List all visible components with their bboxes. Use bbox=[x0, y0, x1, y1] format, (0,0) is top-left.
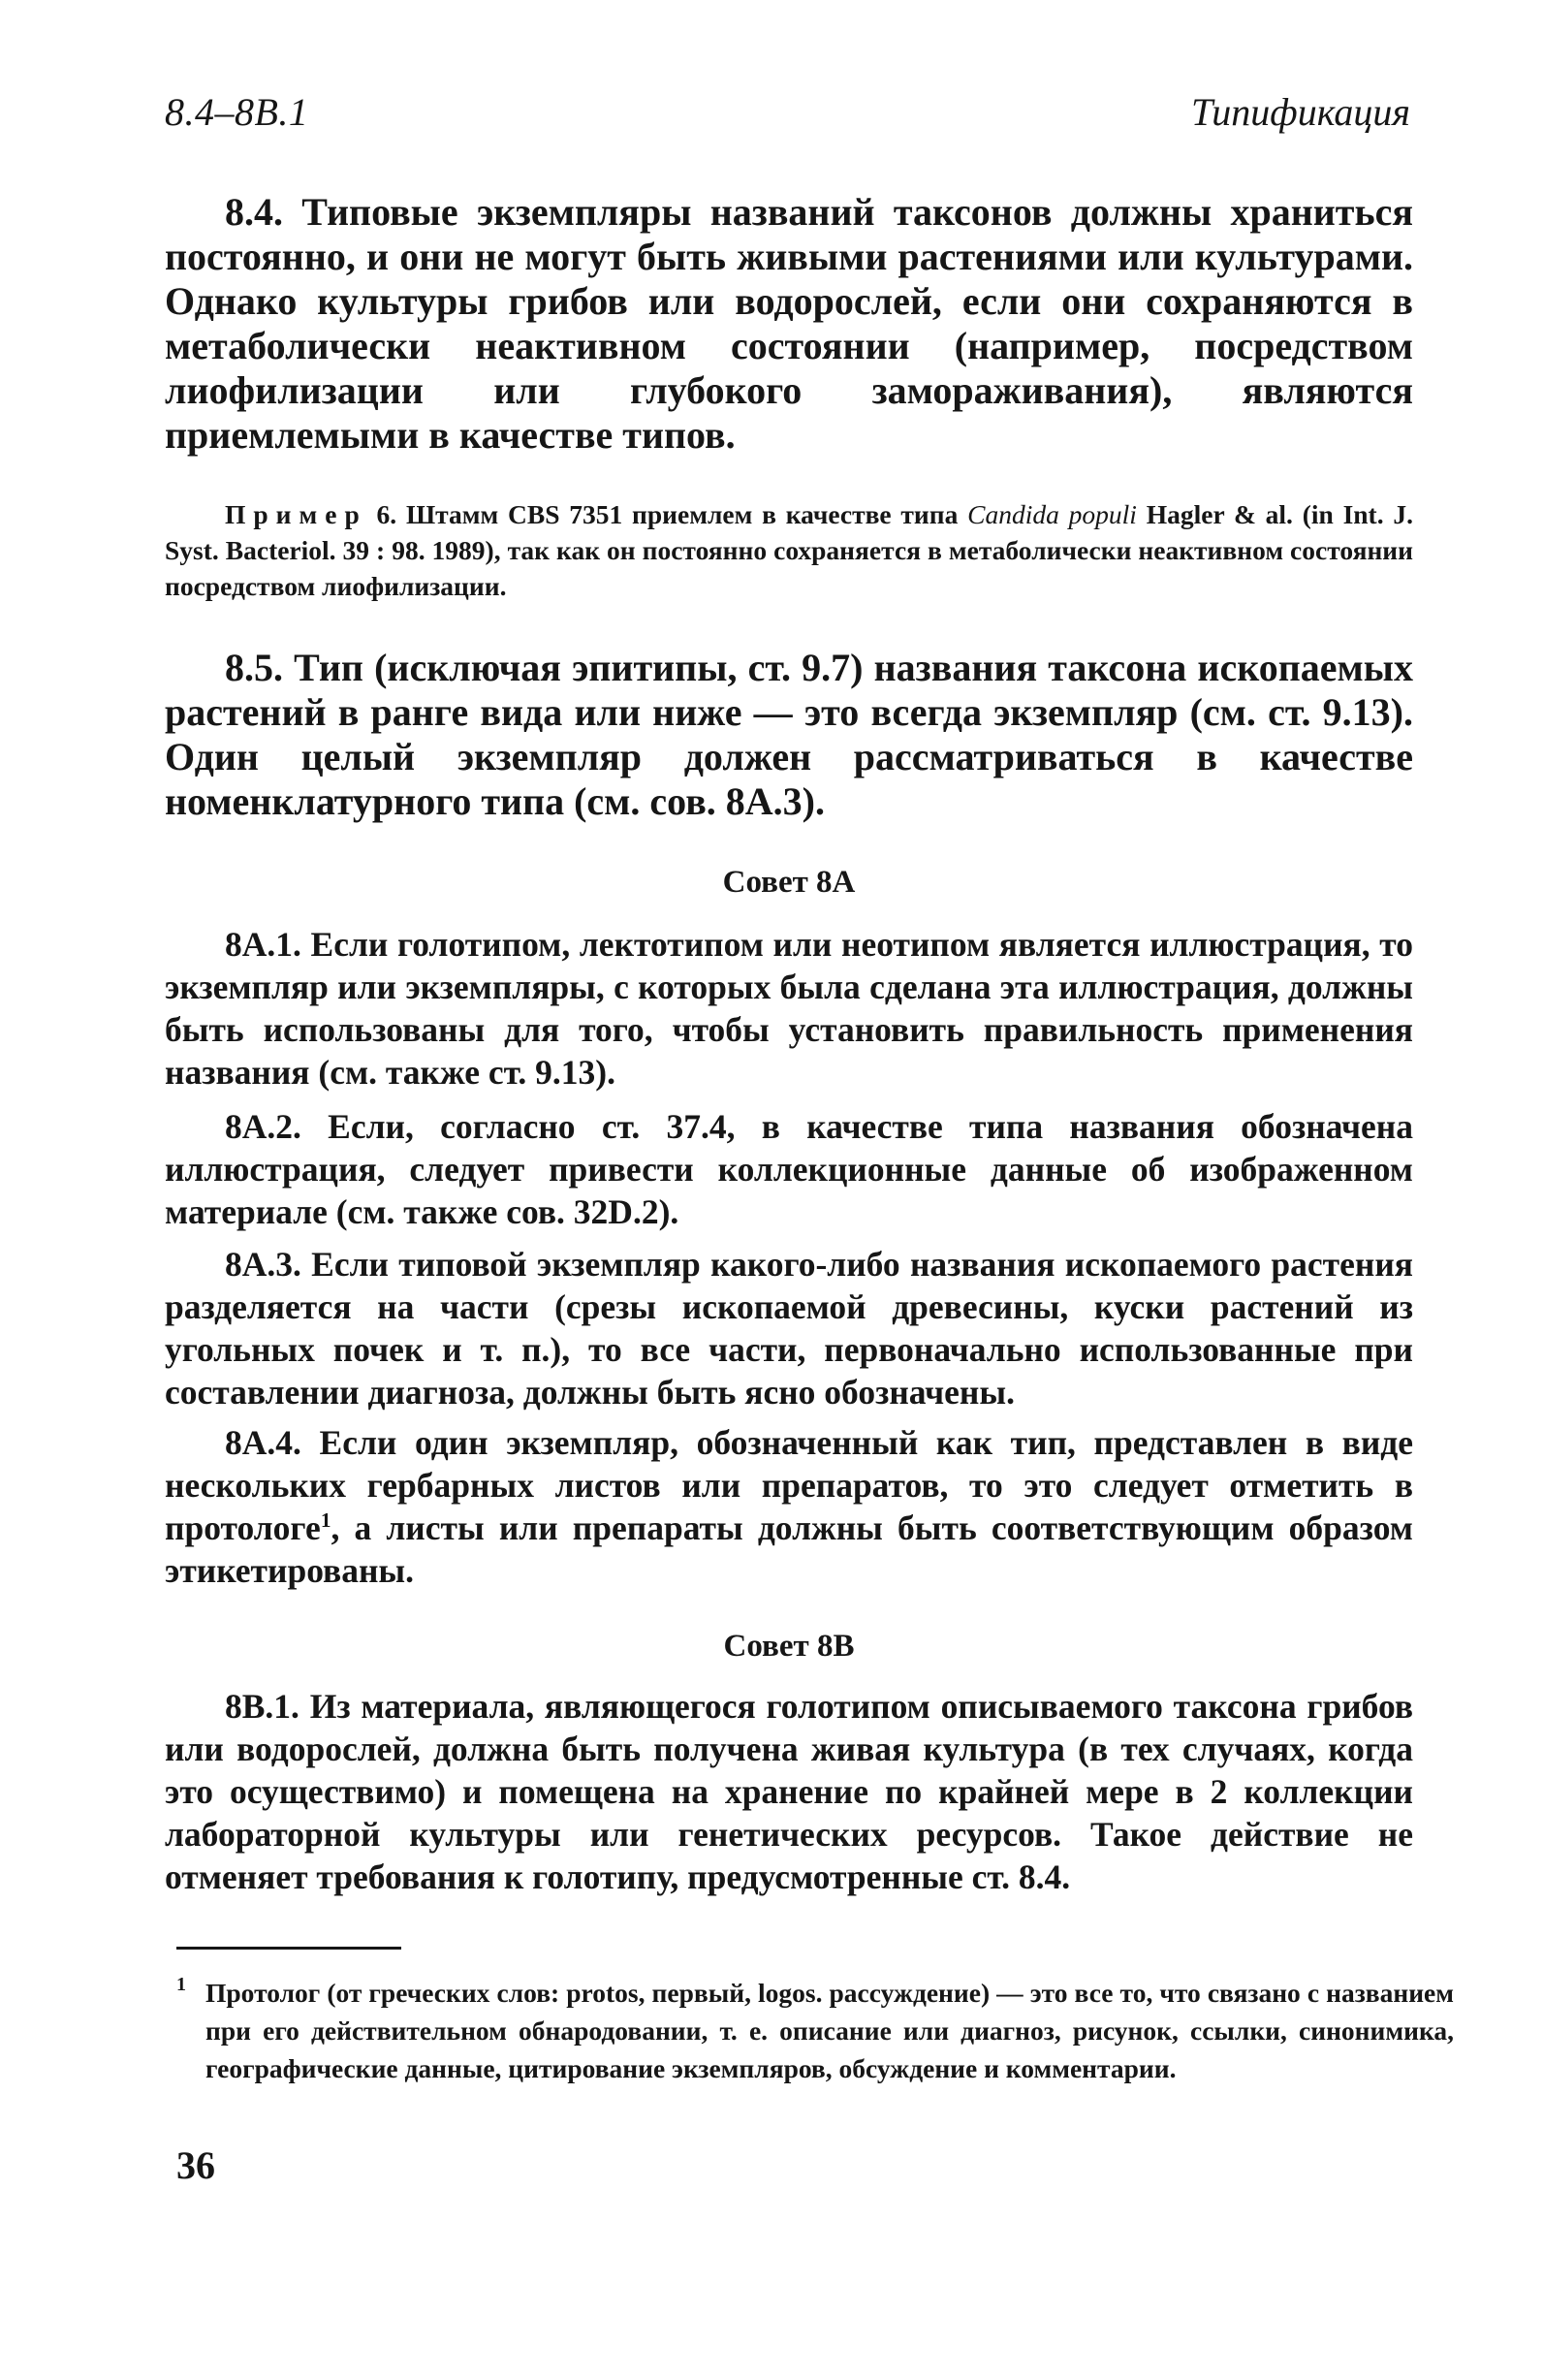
footnote-divider bbox=[176, 1947, 401, 1950]
recommendation-8b-1: 8В.1. Из материала, являющегося голотипом описываемого таксона грибов или водорослей, должна быть получена живая культура (в тех случаях, когда это осуществимо) и помещена на хранение по крайней мере в 2 коллекции лабораторной культуры или генетических ресурсов. Такое действие не отменяет требования к голотипу, предусмотренные ст. 8.4. bbox=[165, 1687, 1413, 1896]
example-text-end: Hagler & al. (in Int. J. Syst. Bacteriol. 39 : 98. 1989), так как он постоянно сохраняется в метаболически неактивном состоянии посредством лиофилизации. bbox=[165, 499, 1413, 601]
article-8-5: 8.5. Тип (исключая эпитипы, ст. 9.7) названия таксона ископаемых растений в ранге вида или ниже — это всегда экземпляр (см. ст. 9.13). Один целый экземпляр должен рассматриваться в качестве номенклатурного типа (см. сов. 8А.3). bbox=[165, 646, 1413, 823]
footnote-text: Протолог (от греческих слов: protos, первый, logos. рассуждение) — это все то, что связано с названием при его действительном обнародовании, т. е. описание или диагноз, рисунок, ссылки, синонимика, географические данные, цитирование экземпляров, обсуждение и комментарии. bbox=[205, 1978, 1454, 2083]
recommendation-8a-4 bbox=[165, 1421, 1413, 1592]
footnote-mark: 1 bbox=[176, 1974, 186, 1995]
page-number: 36 bbox=[176, 2143, 215, 2187]
recommendation-8a-title: Совет 8А bbox=[722, 865, 856, 900]
running-head-section: 8.4–8В.1 bbox=[165, 90, 309, 134]
article-8-4: 8.4. Типовые экземпляры названий таксонов должны храниться постоянно, и они не могут быть живыми растениями или культурами. Однако культуры грибов или водорослей, если они сохраняются в метаболически неактивном состоянии (например, посредством лиофилизации или глубокого замораживания), являются приемлемыми в качестве типов. bbox=[165, 190, 1413, 457]
recommendation-8a-2: 8А.2. Если, согласно ст. 37.4, в качестве типа названия обозначена иллюстрация, следует привести коллекционные данные об изображенном материале (см. также сов. 32D.2). bbox=[165, 1107, 1413, 1231]
example-6 bbox=[165, 496, 1413, 604]
example-text-start: 6. Штамм CBS 7351 приемлем в качестве типа bbox=[376, 499, 959, 529]
example-species-name: Candida populi bbox=[967, 499, 1137, 529]
recommendation-8a-1: 8А.1. Если голотипом, лектотипом или неотипом является иллюстрация, то экземпляр или экземпляры, с которых была сделана эта иллюстрация, должны быть использованы для того, чтобы установить правильность применения названия (см. также ст. 9.13). bbox=[165, 925, 1413, 1092]
footnote bbox=[165, 1974, 1454, 2087]
recommendation-8a-4-text-end: , а листы или препараты должны быть соответствующим образом этикетированы. bbox=[165, 1508, 1413, 1590]
running-head-chapter: Типификация bbox=[1191, 90, 1410, 134]
recommendation-8a-3: 8А.3. Если типовой экземпляр какого-либо названия ископаемого растения разделяется на части (срезы ископаемой древесины, куски растений из угольных почек и т. п.), то все части, первоначально использованные при составлении диагноза, должны быть ясно обозначены. bbox=[165, 1245, 1413, 1412]
recommendation-8a-4-text: 8А.4. Если один экземпляр, обозначенный как тип, представлен в виде нескольких гербарных листов или препаратов, то это следует отметить в протологе bbox=[165, 1423, 1413, 1547]
recommendation-8b-title: Совет 8В bbox=[723, 1629, 855, 1664]
footnote-reference: 1 bbox=[320, 1508, 331, 1533]
example-label: Пример bbox=[225, 499, 367, 529]
